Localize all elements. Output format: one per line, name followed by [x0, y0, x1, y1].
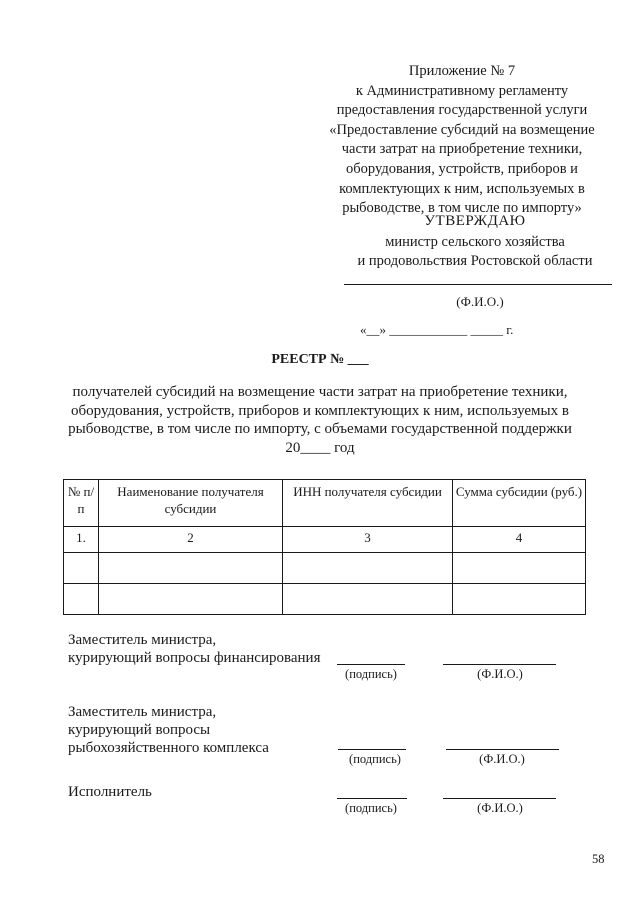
- header-inn: ИНН получателя субсидии: [283, 480, 453, 527]
- description-line: получателей субсидий на возмещение части затрат на приобретение техники,: [72, 384, 568, 400]
- appendix-line: Приложение № 7: [408, 63, 516, 79]
- fio-line: [443, 664, 556, 665]
- fio-line: [446, 749, 559, 750]
- approval-date: «__» ____________ _____ г.: [360, 322, 514, 337]
- column-number-cell: 1.: [64, 527, 99, 553]
- fio-caption: (Ф.И.О.): [479, 752, 525, 766]
- table-cell: [99, 553, 283, 584]
- table-cell: [64, 584, 99, 615]
- signature-line: [337, 664, 405, 665]
- table-cell: [453, 584, 586, 615]
- approval-position: [330, 233, 620, 271]
- appendix-line: рыбоводстве, в том числе по импорту»: [342, 200, 582, 217]
- table-cell: [64, 553, 99, 584]
- deputy-fishery-block: [68, 703, 368, 757]
- table-row: [64, 553, 586, 584]
- executor-label: Исполнитель: [68, 784, 152, 800]
- signature-line: [337, 798, 407, 799]
- signature-caption: (подпись): [345, 801, 397, 815]
- table-header-row: [64, 480, 586, 527]
- table-cell: [453, 553, 586, 584]
- deputy-fishery-line-2: курирующий вопросы: [68, 722, 211, 738]
- approval-line-2: и продовольствия Ростовской области: [357, 253, 593, 269]
- appendix-header: [312, 62, 612, 219]
- deputy-finance-block: [68, 631, 368, 667]
- deputy-finance-line-1: Заместитель министра,: [68, 632, 217, 648]
- appendix-line: «Предоставление субсидий на возмещение: [329, 121, 595, 138]
- appendix-line: комплектующих к ним, используемых в: [339, 180, 585, 197]
- header-recipient-name: Наименование получателя субсидии: [99, 480, 283, 527]
- table-row: [64, 527, 586, 553]
- appendix-line: части затрат на приобретение техники,: [341, 141, 583, 158]
- column-number-cell: 3: [283, 527, 453, 553]
- signature-line: [338, 749, 406, 750]
- appendix-line: оборудования, устройств, приборов и: [346, 160, 578, 177]
- table-row: [64, 584, 586, 615]
- table-cell: [283, 553, 453, 584]
- registry-description: [60, 383, 580, 457]
- column-number-cell: 4: [453, 527, 586, 553]
- page-number: 58: [592, 852, 605, 866]
- signature-caption: (подпись): [349, 752, 401, 766]
- approval-signature-line: [344, 284, 612, 285]
- description-line: рыбоводстве, в том числе по импорту, с объемами государственной поддержки: [68, 421, 572, 437]
- registry-title: РЕЕСТР № ___: [271, 352, 369, 367]
- approval-title: УТВЕРЖДАЮ: [424, 213, 526, 229]
- table-cell: [283, 584, 453, 615]
- approval-line-1: министр сельского хозяйства: [385, 234, 565, 250]
- appendix-line: к Административному регламенту: [355, 82, 569, 99]
- deputy-fishery-line-1: Заместитель министра,: [68, 704, 217, 720]
- fio-caption: (Ф.И.О.): [477, 801, 523, 815]
- deputy-fishery-line-3: рыбохозяйственного комплекса: [68, 740, 269, 756]
- header-amount: Сумма субсидии (руб.): [453, 480, 586, 527]
- appendix-line: предоставления государственной услуги: [336, 102, 588, 119]
- fio-line: [443, 798, 556, 799]
- registry-table: [63, 479, 586, 615]
- column-number-cell: 2: [99, 527, 283, 553]
- description-line: 20____ год: [285, 439, 355, 456]
- table-cell: [99, 584, 283, 615]
- approval-fio: (Ф.И.О.): [456, 294, 504, 309]
- fio-caption: (Ф.И.О.): [477, 667, 523, 681]
- signature-caption: (подпись): [345, 667, 397, 681]
- header-number: № п/п: [64, 480, 99, 527]
- deputy-finance-line-2: курирующий вопросы финансирования: [68, 650, 321, 666]
- description-line: оборудования, устройств, приборов и комплектующих к ним, используемых в: [71, 402, 569, 419]
